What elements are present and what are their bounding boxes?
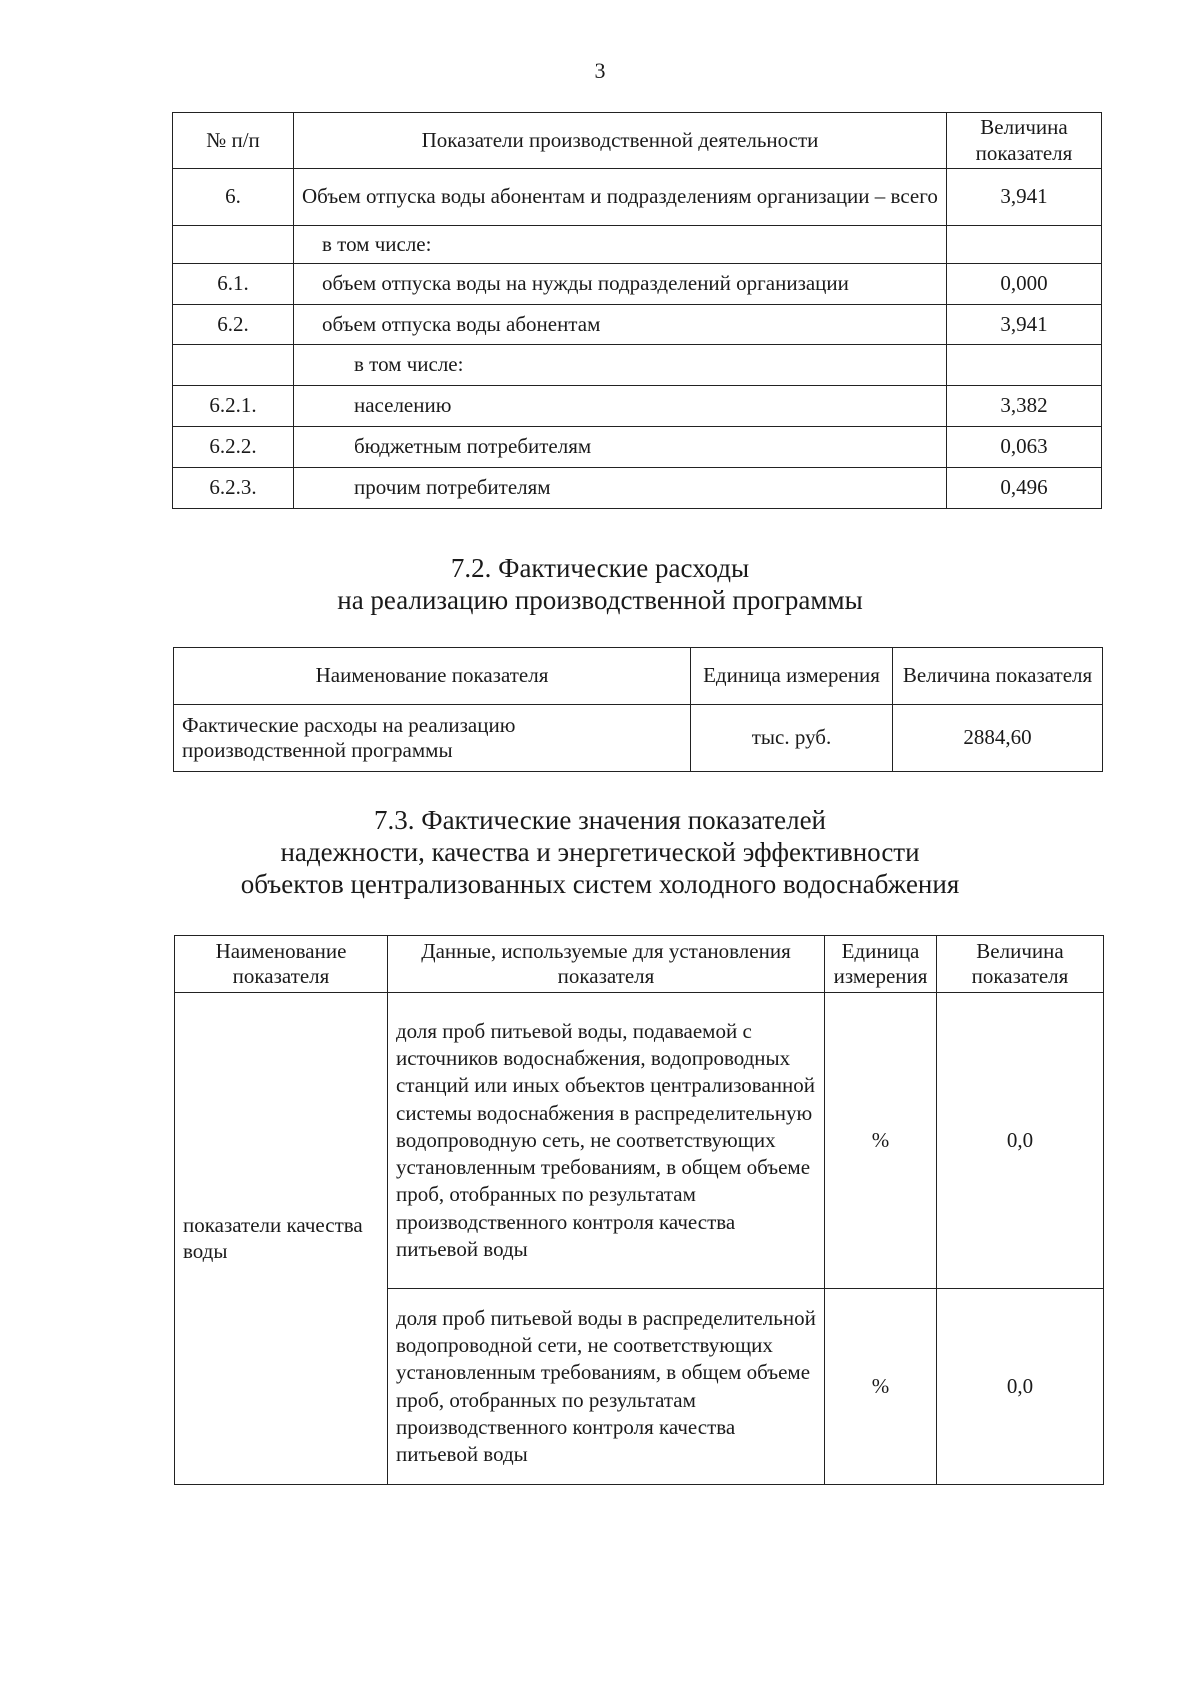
row-number: 6.2.1. bbox=[173, 386, 294, 427]
table-row bbox=[173, 226, 1102, 264]
row-value bbox=[947, 226, 1102, 264]
row-data: доля проб питьевой воды, подаваемой с источников водоснабжения, водопроводных станций или иных объектов централизованной системы водоснабжения в распределительную водопроводную сеть, не соответствующих установленным требованиям, в общем объеме проб, отобранных по результатам производственного контроля качества питьевой воды bbox=[388, 993, 825, 1289]
col-header-data: Данные, используемые для установления показателя bbox=[388, 936, 825, 993]
table-row bbox=[173, 169, 1102, 226]
heading-line: на реализацию производственной программы bbox=[337, 585, 863, 615]
table-row bbox=[175, 993, 1104, 1289]
row-unit: % bbox=[825, 993, 937, 1289]
row-value: 0,063 bbox=[947, 427, 1102, 468]
row-value: 3,941 bbox=[947, 169, 1102, 226]
table-row bbox=[173, 427, 1102, 468]
col-header-number: № п/п bbox=[173, 113, 294, 169]
row-value bbox=[947, 345, 1102, 386]
heading-line: объектов централизованных систем холодного водоснабжения bbox=[240, 869, 960, 899]
page-number: 3 bbox=[594, 58, 606, 83]
col-header-unit: Единица измерения bbox=[691, 648, 893, 705]
row-label: Объем отпуска воды абонентам и подразделениям организации – всего bbox=[294, 169, 947, 226]
table-row bbox=[173, 345, 1102, 386]
table-header-row bbox=[173, 113, 1102, 169]
row-unit: тыс. руб. bbox=[691, 705, 893, 772]
table-row bbox=[173, 305, 1102, 345]
col-header-name: Наименование показателя bbox=[175, 936, 388, 993]
col-header-value: Величина показателя bbox=[937, 936, 1104, 993]
row-label: населению bbox=[294, 386, 947, 427]
table-header-row bbox=[175, 936, 1104, 993]
col-header-value: Величина показателя bbox=[893, 648, 1103, 705]
table-row bbox=[173, 468, 1102, 509]
row-value: 0,000 bbox=[947, 264, 1102, 305]
table-row bbox=[173, 264, 1102, 305]
col-header-name: Наименование показателя bbox=[174, 648, 691, 705]
expenses-table bbox=[173, 647, 1103, 772]
table-header-row bbox=[174, 648, 1103, 705]
row-label: в том числе: bbox=[294, 226, 947, 264]
row-label: прочим потребителям bbox=[294, 468, 947, 509]
row-name: Фактические расходы на реализацию производственной программы bbox=[174, 705, 691, 772]
row-value: 2884,60 bbox=[893, 705, 1103, 772]
table-row bbox=[174, 705, 1103, 772]
row-number: 6.2.3. bbox=[173, 468, 294, 509]
row-number: 6. bbox=[173, 169, 294, 226]
heading-line: надежности, качества и энергетической эффективности bbox=[280, 837, 920, 867]
quality-indicators-table bbox=[174, 935, 1104, 1485]
table-row bbox=[173, 386, 1102, 427]
row-number: 6.2.2. bbox=[173, 427, 294, 468]
heading-line: 7.3. Фактические значения показателей bbox=[373, 805, 827, 835]
row-number bbox=[173, 226, 294, 264]
production-indicators-table bbox=[172, 112, 1102, 509]
section-heading-quality bbox=[0, 804, 1200, 900]
row-value: 0,496 bbox=[947, 468, 1102, 509]
row-data: доля проб питьевой воды в распределительной водопроводной сети, не соответствующих установленным требованиям, в общем объеме проб, отобранных по результатам производственного контроля качества питьевой воды bbox=[388, 1289, 825, 1485]
section-heading-expenses bbox=[0, 552, 1200, 616]
heading-line: 7.2. Фактические расходы bbox=[450, 553, 750, 583]
row-label: объем отпуска воды абонентам bbox=[294, 305, 947, 345]
row-label: в том числе: bbox=[294, 345, 947, 386]
row-value: 0,0 bbox=[937, 1289, 1104, 1485]
row-number: 6.2. bbox=[173, 305, 294, 345]
group-name: показатели качества воды bbox=[175, 993, 388, 1485]
col-header-value: Величина показателя bbox=[947, 113, 1102, 169]
row-value: 3,941 bbox=[947, 305, 1102, 345]
col-header-indicator: Показатели производственной деятельности bbox=[294, 113, 947, 169]
row-label: объем отпуска воды на нужды подразделений организации bbox=[294, 264, 947, 305]
row-label: бюджетным потребителям bbox=[294, 427, 947, 468]
row-value: 3,382 bbox=[947, 386, 1102, 427]
row-number: 6.1. bbox=[173, 264, 294, 305]
row-value: 0,0 bbox=[937, 993, 1104, 1289]
row-unit: % bbox=[825, 1289, 937, 1485]
col-header-unit: Единица измерения bbox=[825, 936, 937, 993]
row-number bbox=[173, 345, 294, 386]
